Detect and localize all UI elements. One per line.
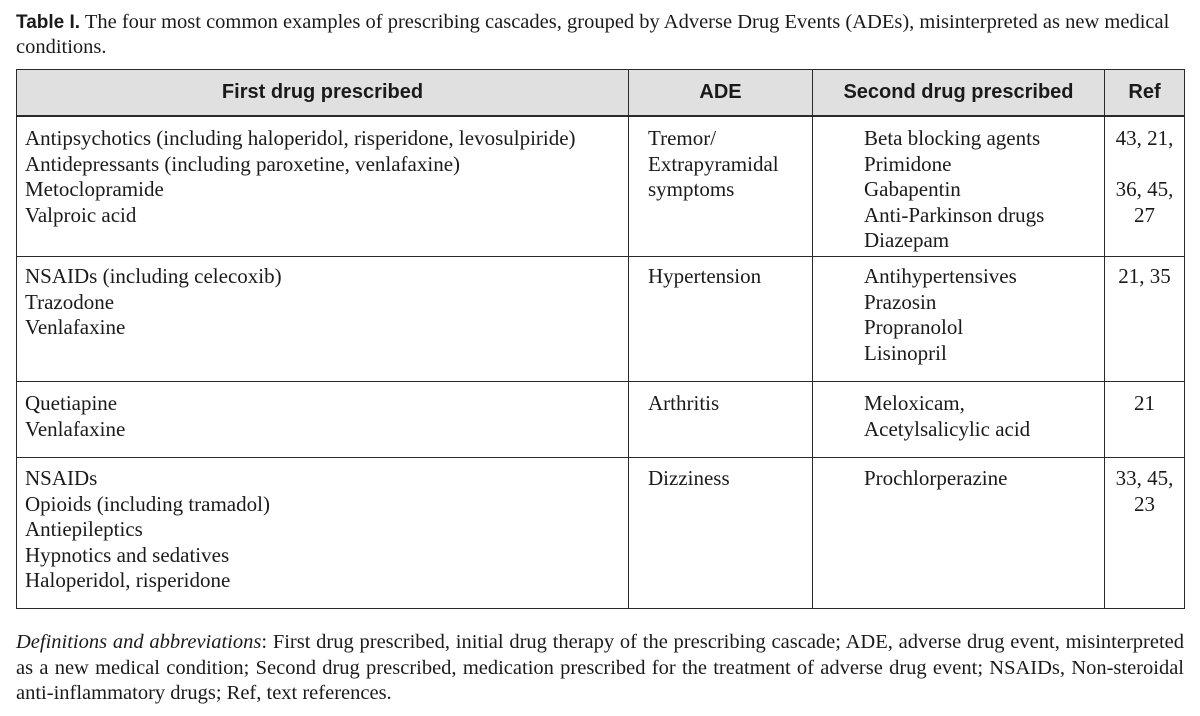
table-row [17, 116, 1185, 257]
cell-line: Arthritis [648, 391, 720, 415]
first-drug-cell [17, 116, 629, 257]
cell-line: 33, 45, [1115, 466, 1174, 490]
cell-line: Venlafaxine [25, 315, 126, 339]
cell-line: Acetylsalicylic acid [864, 416, 1031, 441]
header-second-drug: Second drug prescribed [813, 70, 1105, 117]
cell-line: Meloxicam, [864, 391, 965, 415]
cell-line: Propranolol [864, 315, 964, 339]
cell-line: 43, 21, [1115, 126, 1174, 150]
cell-line: 27 [1134, 202, 1155, 227]
table-footnote [16, 630, 1184, 707]
footnote-text: : First drug prescribed, initial drug therapy of the prescribing cascade; ADE, adverse drug event, misinterpreted as a new medical condition; Second drug prescribed, medication prescribed for the treatment of adverse drug event; NSAIDs, Non-steroidal anti-inflammatory drugs; Ref, text references. [16, 631, 1184, 704]
cell-line: 21 [1134, 391, 1155, 415]
cell-line: Primidone [864, 151, 952, 176]
ade-cell [629, 257, 813, 382]
prescribing-cascades-table [16, 69, 1185, 609]
cell-line: Hypertension [648, 264, 762, 288]
header-first-drug: First drug prescribed [17, 70, 629, 117]
cell-line: Antihypertensives [864, 264, 1017, 288]
cell-line: symptoms [648, 177, 735, 201]
ref-cell [1105, 458, 1185, 609]
cell-line: Antiepileptics [25, 517, 143, 541]
ref-cell [1105, 382, 1185, 458]
cell-line [1105, 152, 1184, 178]
cell-line: Quetiapine [25, 391, 118, 415]
cell-line: Hypnotics and sedatives [25, 542, 230, 567]
cell-line: 36, 45, [1115, 177, 1174, 201]
second-drug-cell [813, 257, 1105, 382]
cell-line: Gabapentin [864, 177, 961, 201]
first-drug-cell [17, 458, 629, 609]
table-row [17, 382, 1185, 458]
header-row [17, 70, 1185, 117]
ade-cell [629, 458, 813, 609]
second-drug-cell [813, 382, 1105, 458]
cell-line: Beta blocking agents [864, 126, 1041, 150]
table-caption [16, 10, 1184, 60]
cell-line: Anti-Parkinson drugs [864, 202, 1045, 227]
ade-cell [629, 116, 813, 257]
table-row [17, 257, 1185, 382]
cell-line: Dizziness [648, 466, 730, 490]
first-drug-cell [17, 382, 629, 458]
cell-line: Extrapyramidal [648, 151, 779, 176]
cell-line: Diazepam [864, 228, 950, 252]
first-drug-cell [17, 257, 629, 382]
cell-line: Opioids (including tramadol) [25, 491, 270, 516]
cell-line: 23 [1134, 491, 1155, 516]
caption-text: The four most common examples of prescribing cascades, grouped by Adverse Drug Events (ADEs), misinterpreted as new medical conditions. [16, 11, 1170, 58]
cell-line: 21, 35 [1118, 264, 1171, 288]
table-label: Table I. [16, 12, 81, 33]
cell-line: Prochlorperazine [864, 466, 1008, 490]
ref-cell [1105, 257, 1185, 382]
cell-line: Metoclopramide [25, 177, 164, 201]
cell-line: Antidepressants (including paroxetine, venlafaxine) [25, 151, 461, 176]
cell-line: Tremor/ [648, 126, 717, 150]
cell-line: Lisinopril [864, 340, 947, 365]
cell-line: Valproic acid [25, 202, 137, 227]
cell-line: Prazosin [864, 289, 937, 314]
header-ref: Ref [1105, 70, 1185, 117]
footnote-label: Definitions and abbreviations [16, 631, 262, 653]
cell-line: Antipsychotics (including haloperidol, risperidone, levosulpiride) [25, 126, 576, 150]
table-row [17, 458, 1185, 609]
second-drug-cell [813, 116, 1105, 257]
cell-line: Trazodone [25, 289, 115, 314]
cell-line: NSAIDs (including celecoxib) [25, 264, 282, 288]
cell-line: Haloperidol, risperidone [25, 568, 231, 592]
cell-line: Venlafaxine [25, 416, 126, 441]
second-drug-cell [813, 458, 1105, 609]
header-ade: ADE [629, 70, 813, 117]
ade-cell [629, 382, 813, 458]
ref-cell [1105, 116, 1185, 257]
cell-line: NSAIDs [25, 466, 98, 490]
